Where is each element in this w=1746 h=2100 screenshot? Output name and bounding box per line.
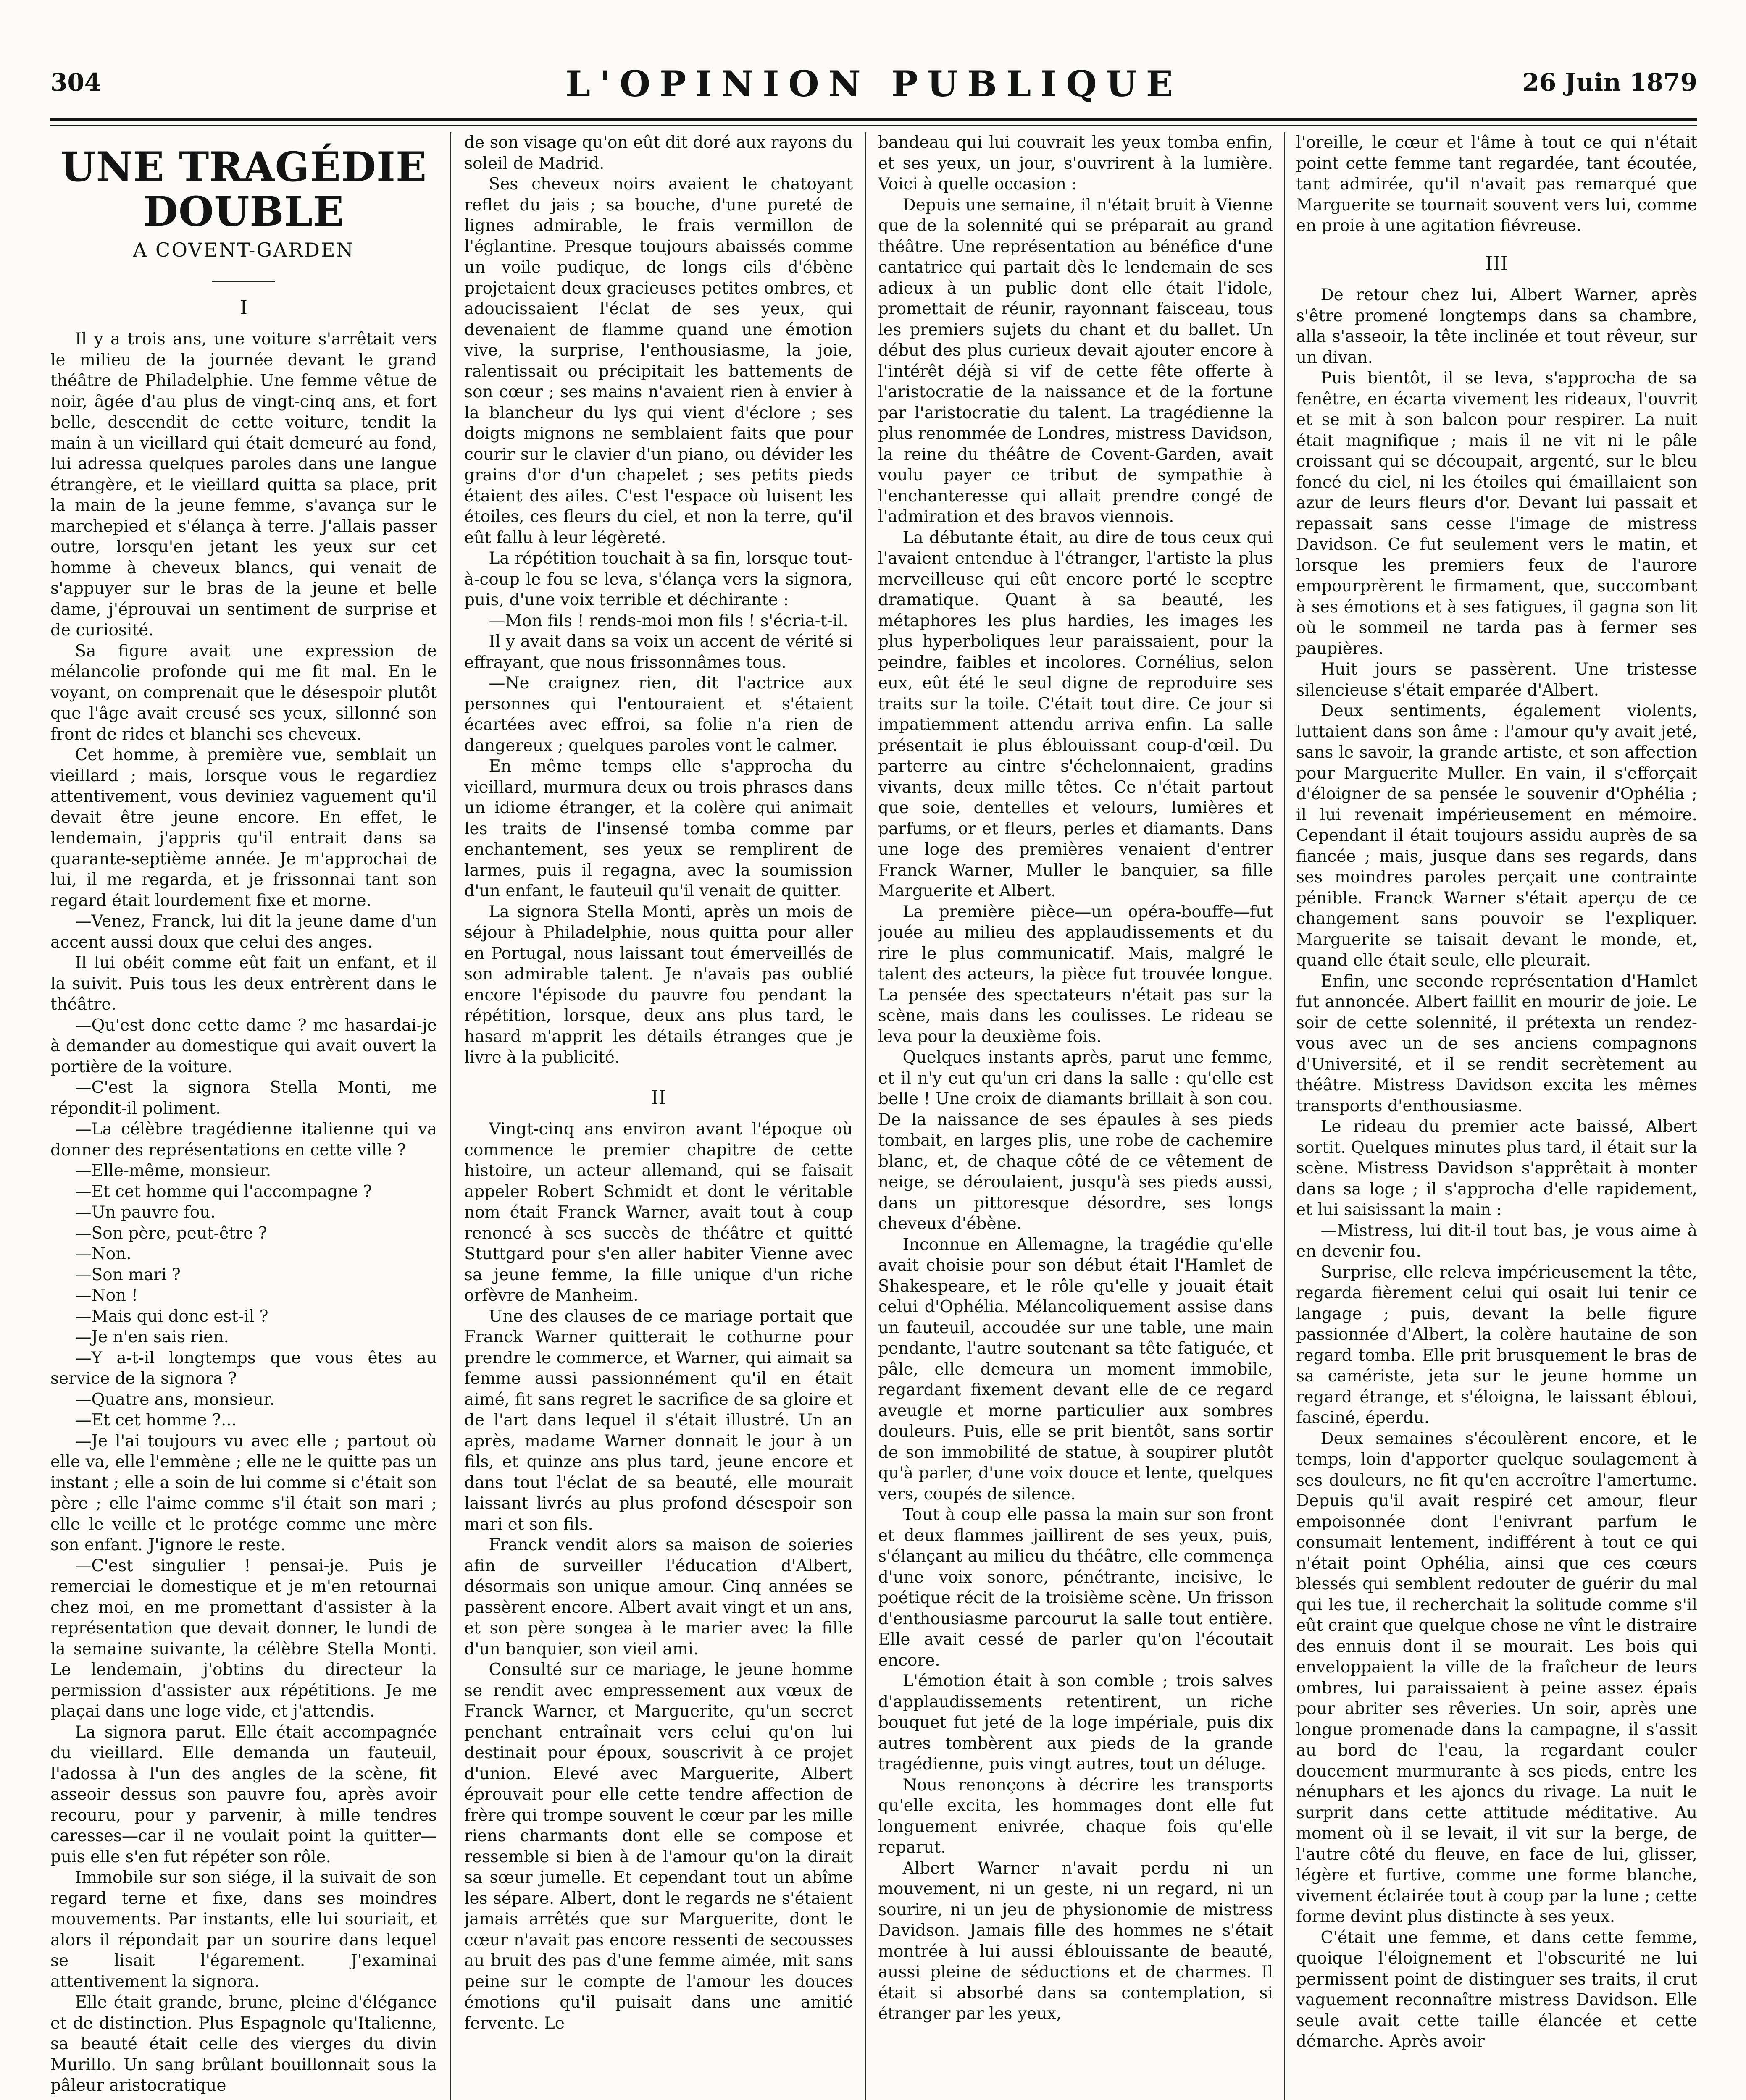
paragraph: Cet homme, à première vue, semblait un vieillard ; mais, lorsque vous le regardiez attentivement, vous deviniez vaguement qu'il devait être jeune encore. En effet, le lendemain, j'appris qu'il entrait dans sa quarante-septième année. Je m'approchai de lui, il me regarda, et je frissonnai tant son regard était lourdement fixe et morne. <box>50 746 437 910</box>
section-heading: II <box>651 1086 666 1109</box>
paragraph: —Un pauvre fou. <box>75 1203 216 1222</box>
paragraph: bandeau qui lui couvrait les yeux tomba enfin, et ses yeux, un jour, s'ouvrirent à la lumière. Voici à quelle occasion : <box>878 133 1273 194</box>
paragraph: Deux sentiments, également violents, luttaient dans son âme : l'amour qu'y avait jeté, sans le savoir, la grande artiste, et son affection pour Marguerite Muller. En vain, il s'efforçait d'éloigner de sa pensée le souvenir d'Ophélia ; il lui revenait impérieusement en mémoire. Cependant il était toujours assidu auprès de sa fiancée ; mais, jusque dans ses regards, dans ses moindres paroles perçait une contrainte pénible. Franck Warner s'était aperçu de ce changement sans pouvoir se l'expliquer. Marguerite se taisait devant le monde, et, quand elle était seule, elle pleurait. <box>1296 701 1697 970</box>
column-3-text <box>878 132 1273 2024</box>
paragraph: —Mistress, lui dit-il tout bas, je vous aime à en devenir fou. <box>1296 1221 1697 1261</box>
paragraph: —Elle-même, monsieur. <box>75 1161 271 1180</box>
header-rule-thick <box>50 118 1697 121</box>
newspaper-title: L'OPINION PUBLIQUE <box>565 63 1182 105</box>
paragraph: —Je l'ai toujours vu avec elle ; partout où elle va, elle l'emmène ; elle ne le quitte pas un instant ; elle a soin de lui comme si c'était son père ; elle l'aime comme s'il était son mari ; elle le veille et le protége comme une mère son enfant. J'ignore le reste. <box>50 1431 437 1554</box>
paragraph: —Et cet homme ?... <box>75 1411 237 1430</box>
column-4-text <box>1296 132 1697 236</box>
paragraph: —Son mari ? <box>75 1265 181 1284</box>
paragraph: —Non ! <box>75 1286 138 1305</box>
paragraph: —Je n'en sais rien. <box>75 1328 229 1347</box>
paragraph: Franck vendit alors sa maison de soieries afin de surveiller l'éducation d'Albert, désormais son unique amour. Cinq années se passèrent encore. Albert avait vingt et un ans, et son père songea à le marier avec la fille d'un banquier, son vieil ami. <box>464 1536 853 1659</box>
section-heading: I <box>239 296 248 319</box>
paragraph: Elle était grande, brune, pleine d'élégance et de distinction. Plus Espagnole qu'Italienne, sa beauté était celle des vierges du divin Murillo. Un sang brûlant bouillonnait sous la pâleur aristocratique <box>50 1993 437 2095</box>
paragraph: Puis bientôt, il se leva, s'approcha de sa fenêtre, en écarta vivement les rideaux, l'ouvrit et se mit à son balcon pour respirer. La nuit était magnifique ; mais il ne vit ni le pâle croissant qui se découpait, argenté, sur le bleu foncé du ciel, ni les étoiles qui émaillaient son azur de leurs fleurs d'or. Devant lui passait et repassait sans cesse l'image de mistress Davidson. Ce fut seulement vers le matin, et lorsque les premiers feux de l'aurore empourprèrent le firmament, que, succombant à ses émotions et à ses fatigues, il gagna son lit où le sommeil ne tarda pas à fermer ses paupières. <box>1296 369 1697 658</box>
paragraph: —Son père, peut-être ? <box>75 1223 267 1243</box>
paragraph: —Y a-t-il longtemps que vous êtes au service de la signora ? <box>50 1348 437 1388</box>
paragraph: Albert Warner n'avait perdu ni un mouvement, ni un geste, ni un regard, ni un sourire, ni un jeu de physionomie de mistress Davidson. Jamais fille des hommes ne s'était montrée à lui aussi éblouissante de beauté, aussi pleine de séductions et de charmes. Il était si absorbé dans sa contemplation, si étranger par les yeux, <box>878 1858 1273 2023</box>
paragraph: Deux semaines s'écoulèrent encore, et le temps, loin d'apporter quelque soulagement à ses douleurs, ne fit qu'en accroître l'amertume. Depuis qu'il avait respiré cet amour, fleur empoisonnée dont l'enivrant parfum le consumait lentement, indifférent à tout ce qui n'était point Ophélia, ainsi que ces cœurs blessés qui semblent redouter de guérir du mal qui les tue, il recherchait la solitude comme s'il eût craint que quelque chose ne vînt le distraire des ennuis dont il se mourait. Les bois qui enveloppaient la ville de la fraîcheur de leurs ombres, lui paraissaient à peine assez épais pour abriter ses rêveries. Un soir, après une longue promenade dans la campagne, il s'assit au bord de l'eau, la regardant couler doucement murmurante à ses pieds, entre les nénuphars et les ajoncs du rivage. La nuit le surprit dans cette attitude méditative. Au moment où il se levait, il vit sur la berge, de l'autre côté du fleuve, en face de lui, glisser, légère et furtive, comme une forme blanche, vivement éclairée tout à coup par la lune ; cette forme devint plus distincte à ses yeux. <box>1296 1429 1697 1926</box>
paragraph: —Quatre ans, monsieur. <box>75 1390 275 1409</box>
paragraph: —Venez, Franck, lui dit la jeune dame d'un accent aussi doux que celui des anges. <box>50 912 437 952</box>
paragraph: C'était une femme, et dans cette femme, quoique l'éloignement et l'obscurité ne lui permissent point de distinguer ses traits, il crut vaguement reconnaître mistress Davidson. Elle seule avait cette taille élancée et cette démarche. Après avoir <box>1296 1928 1697 2051</box>
paragraph: Tout à coup elle passa la main sur son front et deux flammes jaillirent de ses yeux, puis, s'élançant au milieu du théâtre, elle commença d'une voix sonore, pénétrante, incisive, le poétique récit de la troisième scène. Un frisson d'enthousiasme parcourut la salle tout entière. Elle avait cessé de parler qu'on l'écoutait encore. <box>878 1505 1273 1670</box>
paragraph: Inconnue en Allemagne, la tragédie qu'elle avait choisie pour son début était l'Hamlet de Shakespeare, et le rôle qu'elle y jouait était celui d'Ophélia. Mélancoliquement assise dans un fauteuil, accoudée sur une table, une main pendante, l'autre soutenant sa tête fatiguée, et pâle, elle demeura un moment immobile, regardant fixement devant elle de ce regard aveugle et morne particulier aux sombres douleurs. Puis, elle se prit bientôt, sans sortir de son immobilité de statue, à soupirer plutôt qu'à parler, d'une voix douce et lente, quelques vers, coupés de silence. <box>878 1235 1273 1504</box>
article-subtitle: A COVENT-GARDEN <box>133 239 355 261</box>
column-1 <box>50 132 437 2100</box>
column-2-text-continued <box>464 1119 853 2034</box>
paragraph: —C'est singulier ! pensai-je. Puis je remerciai le domestique et je m'en retournai chez moi, en me promettant d'assister à la représentation que devait donner, le lundi de la semaine suivante, la célèbre Stella Monti. Le lendemain, j'obtins du directeur la permission d'assister aux répétitions. Je me plaçai dans une loge vide, et j'attendis. <box>50 1556 437 1721</box>
paragraph: De retour chez lui, Albert Warner, après s'être promené longtemps dans sa chambre, alla s'asseoir, la tête inclinée et tout rêveur, sur un divan. <box>1296 286 1697 367</box>
paragraph: Depuis une semaine, il n'était bruit à Vienne que de la solennité qui se préparait au grand théâtre. Une représentation au bénéfice d'une cantatrice qui partait dès le lendemain de ses adieux à un public dont elle était l'idole, promettait de réunir, rayonnant faisceau, tous les premiers sujets du chant et du ballet. Un début des plus curieux devait ajouter encore à l'intérêt déjà si vif de cette fête offerte à l'aristocratie de la naissance et de la fortune par l'aristocratie du talent. La tragédienne la plus renommée de Londres, mistress Davidson, la reine du théâtre de Covent-Garden, avait voulu payer ce tribut de sympathie à l'enchanteresse qui allait prendre congé de l'admiration et des bravos viennois. <box>878 195 1273 526</box>
paragraph: Il lui obéit comme eût fait un enfant, et il la suivit. Puis tous les deux entrèrent dans le théâtre. <box>50 953 437 1014</box>
paragraph: l'oreille, le cœur et l'âme à tout ce qui n'était point cette femme tant regardée, tant écoutée, tant admirée, qu'il n'avait pas remarqué que Marguerite se tournait souvent vers lui, comme en proie à une agitation fiévreuse. <box>1296 133 1697 235</box>
paragraph: —Mon fils ! rends-moi mon fils ! s'écria-t-il. <box>489 611 849 630</box>
paragraph: Huit jours se passèrent. Une tristesse silencieuse s'était emparée d'Albert. <box>1296 660 1697 700</box>
column-4-text-continued <box>1296 285 1697 2052</box>
paragraph: —La célèbre tragédienne italienne qui va donner des représentations en cette ville ? <box>50 1120 437 1160</box>
paragraph: La répétition touchait à sa fin, lorsque tout-à-coup le fou se leva, s'élança vers la signora, puis, d'une voix terrible et déchirante : <box>464 549 853 609</box>
paragraph: La première pièce—un opéra-bouffe—fut jouée au milieu des applaudissements et du rire le plus communicatif. Mais, malgré le talent des acteurs, la pièce fut trouvée longue. La pensée des spectateurs n'était pas sur la scène, mais dans les coulisses. Le rideau se leva pour la deuxième fois. <box>878 902 1273 1046</box>
column-2-text <box>464 132 853 1068</box>
paragraph: L'émotion était à son comble ; trois salves d'applaudissements retentirent, un riche bouquet fut jeté de la loge impériale, puis dix autres tombèrent aux pieds de la grande tragédienne, puis vingt autres, tout un déluge. <box>878 1672 1273 1774</box>
paragraph: Quelques instants après, parut une femme, et il n'y eut qu'un cri dans la salle : qu'elle est belle ! Une croix de diamants brillait à son cou. De la naissance de ses épaules à ses pieds tombait, en larges plis, une robe de cachemire blanc, et, de chaque côté de ce vêtement de neige, se déroulaient, jusqu'à ses pieds aussi, dans un pittoresque désordre, ses longs cheveux d'ébène. <box>878 1048 1273 1233</box>
paragraph: Ses cheveux noirs avaient le chatoyant reflet du jais ; sa bouche, d'une pureté de lignes admirable, le frais vermillon de l'églantine. Presque toujours abaissés comme un voile pudique, de longs cils d'ébène projetaient deux gracieuses petites ombres, et adoucissaient l'éclat de ses yeux, qui devenaient de flamme quand une émotion vive, la surprise, l'enthousiasme, la joie, ralentissait ou précipitait les battements de son cœur ; ses mains n'avaient rien à envier à la blancheur du lys qui vient d'éclore ; ses doigts mignons ne semblaient faits que pour courir sur le clavier d'un piano, ou dévider les grains d'or d'un chapelet ; ses petits pieds étaient des ailes. C'est l'espace où luisent les étoiles, ces fleurs du ciel, et non la terre, qu'il eût fallu à leur légèreté. <box>464 175 853 547</box>
column-divider <box>450 132 451 2100</box>
paragraph: Enfin, une seconde représentation d'Hamlet fut annoncée. Albert faillit en mourir de joie. Le soir de cette solennité, il prétexta un rendez-vous avec un de ses anciens compagnons d'Université, et il se rendit secrètement au théâtre. Mistress Davidson excita les mêmes transports d'enthousiasme. <box>1296 971 1697 1116</box>
title-separator <box>212 281 275 282</box>
column-2 <box>464 132 853 2100</box>
paragraph: En même temps elle s'approcha du vieillard, murmura deux ou trois phrases dans un idiome étranger, et la colère qui animait les traits de l'insensé tomba comme par enchantement, ses yeux se remplirent de larmes, puis il regagna, avec la soumission d'un enfant, le fauteuil qu'il venait de quitter. <box>464 757 853 900</box>
page-header <box>50 63 1697 113</box>
paragraph: Consulté sur ce mariage, le jeune homme se rendit avec empressement aux vœux de Franck Warner, et Marguerite, qu'un secret penchant entraînait vers celui qu'on lui destinait pour époux, souscrivit à ce projet d'union. Elevé avec Marguerite, Albert éprouvait pour elle cette tendre affection de frère qui trompe souvent le cœur par les mille riens charmants dont elle se compose et ressemble si bien à de l'amour qu'on la dirait sa sœur jumelle. Et cependant tout un abîme les sépare. Albert, dont le regards ne s'étaient jamais arrêtés que sur Marguerite, dont le cœur n'avait pas encore ressenti de secousses au bruit des pas d'une femme aimée, mit sans peine sur le compte de l'amour les douces émotions qu'il puisait dans une amitié fervente. Le <box>464 1660 853 2033</box>
paragraph: de son visage qu'on eût dit doré aux rayons du soleil de Madrid. <box>464 133 853 173</box>
paragraph: Vingt-cinq ans environ avant l'époque où commence le premier chapitre de cette histoire, un acteur allemand, qui se faisait appeler Robert Schmidt et dont le véritable nom était Franck Warner, avait tout à coup renoncé à ses succès de théâtre et quitté Stuttgard pour s'en aller habiter Vienne avec sa jeune femme, la fille unique d'un riche orfèvre de Manheim. <box>464 1120 853 1305</box>
section-heading: III <box>1485 252 1508 275</box>
paragraph: Nous renonçons à décrire les transports qu'elle excita, les hommages dont elle fut longuement enivrée, chaque fois qu'elle reparut. <box>878 1775 1273 1857</box>
column-1-text <box>50 329 437 2096</box>
paragraph: La débutante était, au dire de tous ceux qui l'avaient entendue à l'étranger, l'artiste la plus merveilleuse qui eût encore porté le sceptre dramatique. Quant à sa beauté, les métaphores les plus hardies, les images les plus hyperboliques leur paraissaient, pour la peindre, faibles et incolores. Cornélius, selon eux, eût été le seul digne de reproduire ses traits sur la toile. C'était tout dire. Ce jour si impatiemment attendu arriva enfin. La salle présentait ie plus éblouissant coup-d'œil. Du parterre au cintre s'échelonnaient, gradins vivants, deux mille têtes. Ce n'était partout que soie, dentelles et velours, lumières et parfums, or et fleurs, perles et diamants. Dans une loge des premières venaient d'entrer Franck Warner, Muller le banquier, sa fille Marguerite et Albert. <box>878 528 1273 900</box>
paragraph: Sa figure avait une expression de mélancolie profonde qui me fit mal. En le voyant, on comprenait que le désespoir plutôt que l'âge avait creusé ses yeux, sillonné son front de rides et blanchi ses cheveux. <box>50 641 437 744</box>
paragraph: Surprise, elle releva impérieusement la tête, regarda fièrement celui qui osait lui tenir ce langage ; puis, devant la belle figure passionnée d'Albert, la colère hautaine de son regard tomba. Elle prit brusquement le bras de sa camériste, jeta sur le jeune homme un regard étrange, et s'éloigna, le laissant ébloui, fasciné, éperdu. <box>1296 1263 1697 1427</box>
paragraph: —Non. <box>75 1244 131 1263</box>
page-number: 304 <box>50 68 102 97</box>
paragraph: —Et cet homme qui l'accompagne ? <box>75 1182 372 1201</box>
paragraph: La signora Stella Monti, après un mois de séjour à Philadelphie, nous quitta pour aller en Portugal, nous laissant tout émerveillés de son admirable talent. Je n'avais pas oublié encore l'épisode du pauvre fou pendant la répétition, lorsque, deux ans plus tard, le hasard m'apprit les détails étranges que je livre à la publicité. <box>464 902 853 1067</box>
paragraph: —Qu'est donc cette dame ? me hasardai-je à demander au domestique qui avait ouvert la portière de la voiture. <box>50 1016 437 1076</box>
paragraph: Il y a trois ans, une voiture s'arrêtait vers le milieu de la journée devant le grand théâtre de Philadelphie. Une femme vêtue de noir, âgée d'au plus de vingt-cinq ans, et fort belle, descendit de cette voiture, tendit la main à un vieillard qui était demeuré au fond, lui adressa quelques paroles dans une langue étrangère, et le vieillard quitta sa place, prit la main de la jeune femme, s'avança sur le marchepied et s'élança à terre. J'allais passer outre, lorsqu'en jetant les yeux sur cet homme à cheveux blancs, qui venait de s'appuyer sur le bras de la jeune et belle dame, j'éprouvai un sentiment de surprise et de curiosité. <box>50 330 437 640</box>
paragraph: —Mais qui donc est-il ? <box>75 1307 268 1326</box>
column-divider <box>1284 132 1285 2100</box>
column-3 <box>878 132 1273 2100</box>
paragraph: Il y avait dans sa voix un accent de vérité si effrayant, que nous frissonnâmes tous. <box>464 632 853 672</box>
paragraph: La signora parut. Elle était accompagnée du vieillard. Elle demanda un fauteuil, l'adossa à l'un des angles de la scène, fit asseoir dessus son pauvre fou, après avoir recouru, pour y parvenir, à mille tendres caresses—car il ne voulait point la quitter—puis elle s'en fut répéter son rôle. <box>50 1722 437 1866</box>
article-title: UNE TRAGÉDIE DOUBLE <box>60 143 427 235</box>
column-divider <box>865 132 866 2100</box>
paragraph: Le rideau du premier acte baissé, Albert sortit. Quelques minutes plus tard, il était sur la scène. Mistress Davidson s'apprêtait à monter dans sa loge ; il s'approcha d'elle rapidement, et lui saisissant la main : <box>1296 1117 1697 1219</box>
header-rule-thin <box>50 125 1697 126</box>
paragraph: —C'est la signora Stella Monti, me répondit-il poliment. <box>50 1078 437 1118</box>
column-4 <box>1296 132 1697 2100</box>
paragraph: —Ne craignez rien, dit l'actrice aux personnes qui l'entouraient et s'étaient écartées avec effroi, sa folie n'a rien de dangereux ; quelques paroles vont le calmer. <box>464 674 853 755</box>
paragraph: Une des clauses de ce mariage portait que Franck Warner quitterait le cothurne pour prendre le commerce, et Warner, qui aimait sa femme aussi passionnément qu'il en était aimé, fit sans regret le sacrifice de sa gloire et de l'art dans lequel il s'était illustré. Un an après, madame Warner donnait le jour à un fils, et quinze ans plus tard, jeune encore et dans tout l'éclat de sa beauté, elle mourait laissant livrés au plus profond désespoir son mari et son fils. <box>464 1307 853 1534</box>
paragraph: Immobile sur son siége, il la suivait de son regard terne et fixe, dans ses moindres mouvements. Par instants, elle lui souriait, et alors il répondait par un sourire dans lequel se lisait l'égarement. J'examinai attentivement la signora. <box>50 1868 437 1991</box>
issue-date: 26 Juin 1879 <box>1522 68 1697 97</box>
